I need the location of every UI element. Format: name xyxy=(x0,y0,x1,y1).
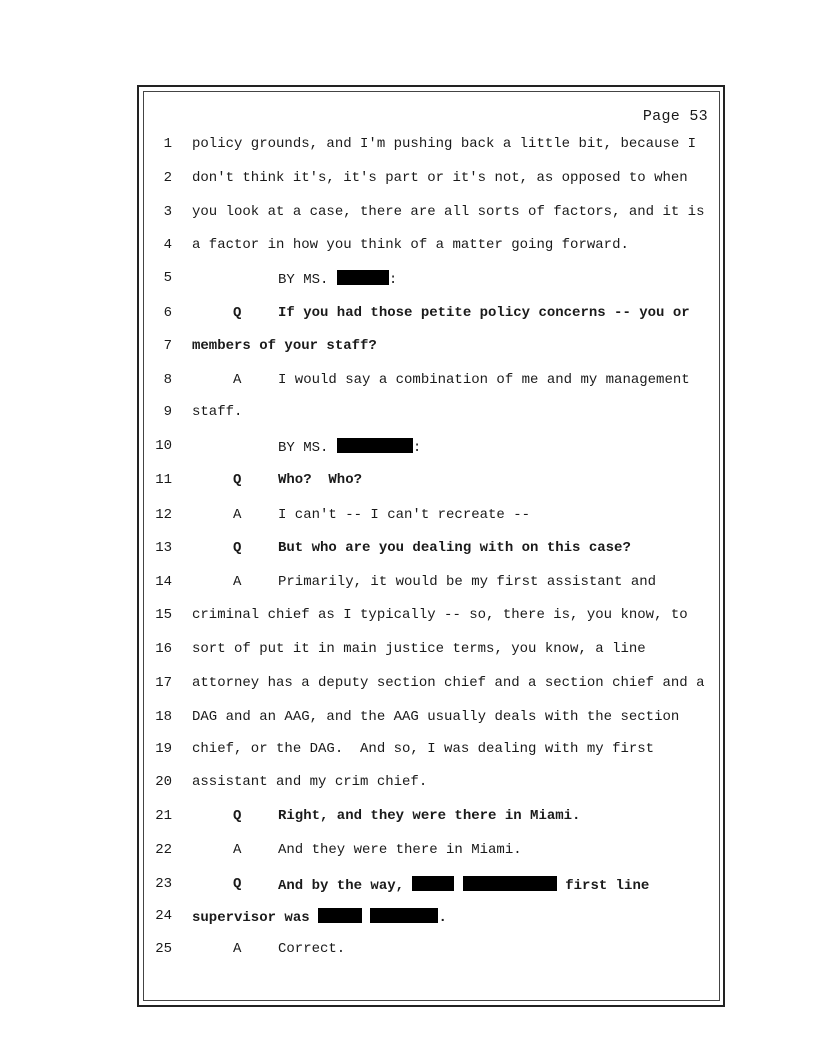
transcript-line xyxy=(150,472,715,492)
line-number: 22 xyxy=(155,842,172,858)
question-marker: Q xyxy=(233,305,242,321)
line-number: 6 xyxy=(163,305,172,321)
line-number: 16 xyxy=(155,641,172,657)
line-text xyxy=(278,876,649,894)
redaction-block xyxy=(337,438,413,453)
line-number: 5 xyxy=(163,270,172,286)
line-text: And they were there in Miami. xyxy=(278,842,522,858)
transcript-line xyxy=(150,641,715,661)
transcript-line xyxy=(150,404,715,424)
by-suffix: : xyxy=(412,440,422,456)
line-text: I would say a combination of me and my management xyxy=(278,372,690,388)
line-number: 21 xyxy=(155,808,172,824)
line-text: DAG and an AAG, and the AAG usually deals with the section xyxy=(192,709,680,725)
answer-marker: A xyxy=(233,842,242,858)
line-text: But who are you dealing with on this case? xyxy=(278,540,631,556)
line-text: If you had those petite policy concerns -- you or xyxy=(278,305,690,321)
line-number: 19 xyxy=(155,741,172,757)
question-marker: Q xyxy=(233,540,242,556)
transcript-line xyxy=(150,675,715,695)
line-text: policy grounds, and I'm pushing back a little bit, because I xyxy=(192,136,697,152)
line-number: 7 xyxy=(163,338,172,354)
line-text: attorney has a deputy section chief and a section chief and a xyxy=(192,675,705,691)
answer-marker: A xyxy=(233,372,242,388)
line-number: 23 xyxy=(155,876,172,892)
transcript-line xyxy=(150,741,715,761)
line-number: 11 xyxy=(155,472,172,488)
transcript-line xyxy=(150,338,715,358)
line-text: staff. xyxy=(192,404,243,420)
transcript-line xyxy=(150,574,715,594)
question-marker: Q xyxy=(233,876,242,892)
line-text: chief, or the DAG. And so, I was dealing with my first xyxy=(192,741,655,757)
redaction-block xyxy=(463,876,557,891)
transcript-line xyxy=(150,237,715,257)
line-text: Right, and they were there in Miami. xyxy=(278,808,581,824)
transcript-line xyxy=(150,507,715,527)
by-suffix: : xyxy=(388,272,398,288)
text-before-redaction: supervisor was xyxy=(192,910,310,926)
answer-marker: A xyxy=(233,574,242,590)
redaction-block xyxy=(412,876,454,891)
by-label: BY MS. xyxy=(278,272,329,288)
text-after-redaction: . xyxy=(438,910,447,926)
line-number: 17 xyxy=(155,675,172,691)
question-marker: Q xyxy=(233,472,242,488)
line-text: you look at a case, there are all sorts of factors, and it is xyxy=(192,204,705,220)
answer-marker: A xyxy=(233,507,242,523)
question-marker: Q xyxy=(233,808,242,824)
redaction-block xyxy=(337,270,389,285)
transcript-line xyxy=(150,908,715,928)
transcript-line xyxy=(150,709,715,729)
line-text: members of your staff? xyxy=(192,338,377,354)
line-number: 24 xyxy=(155,908,172,924)
redaction-block xyxy=(370,908,438,923)
line-number: 1 xyxy=(163,136,172,152)
line-number: 25 xyxy=(155,941,172,957)
line-number: 4 xyxy=(163,237,172,253)
redaction-block xyxy=(318,908,362,923)
transcript-line xyxy=(150,170,715,190)
line-text: don't think it's, it's part or it's not, as opposed to when xyxy=(192,170,688,186)
line-number: 9 xyxy=(163,404,172,420)
line-number: 8 xyxy=(163,372,172,388)
answer-marker: A xyxy=(233,941,242,957)
transcript-line xyxy=(150,842,715,862)
line-number: 12 xyxy=(155,507,172,523)
transcript-line xyxy=(150,808,715,828)
by-label: BY MS. xyxy=(278,440,329,456)
line-text: Correct. xyxy=(278,941,346,957)
line-number: 20 xyxy=(155,774,172,790)
text-before-redaction: And by the way, xyxy=(278,878,405,894)
line-text: a factor in how you think of a matter going forward. xyxy=(192,237,629,253)
line-number: 13 xyxy=(155,540,172,556)
transcript-line xyxy=(150,204,715,224)
transcript-line xyxy=(150,941,715,961)
transcript-line xyxy=(150,136,715,156)
transcript-line xyxy=(150,438,715,458)
text-after-redaction: first line xyxy=(565,878,650,894)
line-number: 14 xyxy=(155,574,172,590)
line-number: 10 xyxy=(155,438,172,454)
transcript-line xyxy=(150,774,715,794)
transcript-line xyxy=(150,305,715,325)
examiner-line xyxy=(278,438,421,456)
line-text: Who? Who? xyxy=(278,472,363,488)
page-number: Page 53 xyxy=(642,108,708,125)
line-number: 15 xyxy=(155,607,172,623)
transcript-line xyxy=(150,540,715,560)
examiner-line xyxy=(278,270,397,288)
line-text: sort of put it in main justice terms, you know, a line xyxy=(192,641,646,657)
transcript-line xyxy=(150,372,715,392)
line-number: 3 xyxy=(163,204,172,220)
line-number: 18 xyxy=(155,709,172,725)
transcript-line xyxy=(150,876,715,896)
line-number: 2 xyxy=(163,170,172,186)
line-text: criminal chief as I typically -- so, there is, you know, to xyxy=(192,607,688,623)
line-text xyxy=(192,908,447,926)
line-text: I can't -- I can't recreate -- xyxy=(278,507,531,523)
line-text: Primarily, it would be my first assistant and xyxy=(278,574,657,590)
transcript-line xyxy=(150,270,715,290)
line-text: assistant and my crim chief. xyxy=(192,774,428,790)
transcript-line xyxy=(150,607,715,627)
